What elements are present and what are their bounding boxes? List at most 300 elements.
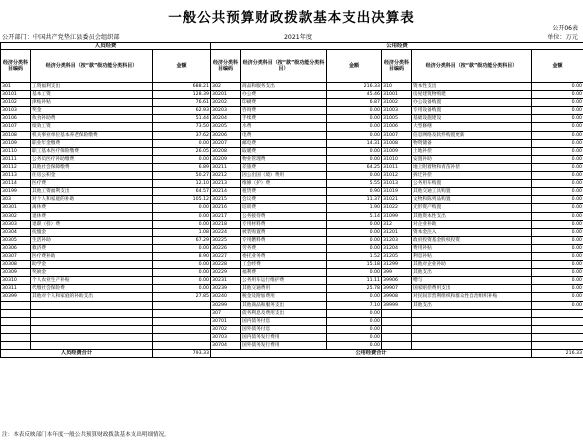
public-item-cell: 邮电费: [241, 139, 327, 147]
public-code-cell: 30203: [211, 107, 241, 115]
capital-item-cell: 利息补贴: [412, 252, 532, 260]
public-code-cell: 30231: [211, 277, 241, 285]
personnel-section-header: 人员经费: [1, 43, 211, 50]
personnel-item-cell: 代缴社会保险费: [31, 285, 153, 293]
public-section-header: 公用经费: [211, 43, 583, 50]
capital-code-cell: 31007: [382, 131, 412, 139]
table-row: [1, 285, 583, 293]
capital-amount-cell: 0.00: [532, 244, 583, 252]
table-row: [1, 196, 583, 204]
public-item-cell: 商品和服务支出: [241, 83, 327, 91]
capital-item-cell: [412, 325, 532, 333]
public-code-cell: 30201: [211, 91, 241, 99]
personnel-amount-cell: [153, 342, 211, 350]
personnel-total-label: 人员经费合计: [1, 350, 153, 358]
table-row: [1, 252, 583, 260]
report-header: [0, 32, 583, 42]
personnel-item-cell: [31, 317, 153, 325]
personnel-item-cell: 绩效工资: [31, 123, 153, 131]
col-name-header: 经济分类科目（按“款”级功能分类科目）: [31, 50, 153, 83]
public-amount-cell: 0.00: [327, 131, 382, 139]
public-code-cell: 30216: [211, 204, 241, 212]
public-code-cell: 307: [211, 309, 241, 317]
personnel-amount-cell: 0.00: [153, 269, 211, 277]
personnel-item-cell: 住房公积金: [31, 172, 153, 180]
public-amount-cell: 0.00: [327, 172, 382, 180]
footnote: 注：本表反映部门本年度一般公共预算财政拨款基本支出明细情况。: [2, 432, 170, 438]
capital-item-cell: 资本金注入: [412, 228, 532, 236]
public-amount-cell: 216.33: [327, 83, 382, 91]
personnel-item-cell: 奖金: [31, 107, 153, 115]
col-code-header: 经济分类科目编码: [1, 50, 31, 83]
public-amount-cell: 6.87: [327, 99, 382, 107]
personnel-amount-cell: 64.57: [153, 188, 211, 196]
capital-amount-cell: 0.00: [532, 91, 583, 99]
personnel-item-cell: 公务员医疗补助缴费: [31, 155, 153, 163]
public-code-cell: 30214: [211, 188, 241, 196]
capital-code-cell: 31021: [382, 196, 412, 204]
capital-amount-cell: 0.00: [532, 139, 583, 147]
table-row: [1, 301, 583, 309]
personnel-code-cell: 30109: [1, 139, 31, 147]
capital-item-cell: 其他支出: [412, 269, 532, 277]
public-item-cell: 国内债务付息: [241, 317, 327, 325]
personnel-amount-cell: 62.93: [153, 107, 211, 115]
public-amount-cell: 0.00: [327, 244, 382, 252]
capital-amount-cell: 0.00: [532, 220, 583, 228]
capital-item-cell: 国家赔偿费用支出: [412, 285, 532, 293]
personnel-amount-cell: 0.00: [153, 277, 211, 285]
public-item-cell: 取暖费: [241, 147, 327, 155]
public-code-cell: 30202: [211, 99, 241, 107]
table-row: [1, 147, 583, 155]
capital-code-cell: 31204: [382, 244, 412, 252]
personnel-item-cell: 基本工资: [31, 91, 153, 99]
capital-item-cell: 拆迁补偿: [412, 172, 532, 180]
capital-item-cell: 无形资产购置: [412, 204, 532, 212]
capital-amount-cell: 0.00: [532, 261, 583, 269]
table-row: [1, 115, 583, 123]
personnel-code-cell: 30301: [1, 204, 31, 212]
capital-item-cell: [412, 342, 532, 350]
table-row: [1, 293, 583, 301]
public-code-cell: 30228: [211, 261, 241, 269]
capital-code-cell: 310: [382, 83, 412, 91]
public-code-cell: 30208: [211, 147, 241, 155]
public-item-cell: 差旅费: [241, 163, 327, 171]
public-code-cell: 30213: [211, 180, 241, 188]
personnel-code-cell: 30399: [1, 293, 31, 301]
public-code-cell: 30229: [211, 269, 241, 277]
personnel-item-cell: 其他对个人和家庭的补助支出: [31, 293, 153, 301]
table-row: [1, 277, 583, 285]
capital-item-cell: 大型修缮: [412, 123, 532, 131]
public-code-cell: 30207: [211, 139, 241, 147]
capital-item-cell: 对企业补助: [412, 220, 532, 228]
public-code-cell: 30227: [211, 252, 241, 260]
personnel-item-cell: 退职（役）费: [31, 220, 153, 228]
capital-item-cell: 政府投资基金股权投资: [412, 236, 532, 244]
public-item-cell: 咨询费: [241, 107, 327, 115]
personnel-amount-cell: [153, 333, 211, 341]
public-code-cell: 30215: [211, 196, 241, 204]
table-row: [1, 139, 583, 147]
public-item-cell: 手续费: [241, 115, 327, 123]
personnel-amount-cell: 0.00: [153, 285, 211, 293]
capital-code-cell: 39907: [382, 285, 412, 293]
personnel-code-cell: 30106: [1, 115, 31, 123]
personnel-code-cell: 30307: [1, 252, 31, 260]
page-title: 一般公共预算财政拨款基本支出决算表: [168, 10, 415, 26]
personnel-amount-cell: 73.50: [153, 123, 211, 131]
table-row: [1, 220, 583, 228]
expenditure-table: [0, 42, 583, 358]
personnel-code-cell: 30112: [1, 163, 31, 171]
year-label: 2021年度: [284, 34, 313, 41]
capital-amount-cell: 0.00: [532, 188, 583, 196]
personnel-item-cell: [31, 342, 153, 350]
table-row: [1, 163, 583, 171]
personnel-code-cell: 30101: [1, 91, 31, 99]
col-amount-header: 金额: [532, 50, 583, 83]
public-item-cell: 其他交通费用: [241, 285, 327, 293]
capital-code-cell: 31299: [382, 261, 412, 269]
public-code-cell: 30225: [211, 236, 241, 244]
personnel-item-cell: 助学金: [31, 261, 153, 269]
capital-item-cell: 其他对企业补助: [412, 261, 532, 269]
personnel-code-cell: 30306: [1, 244, 31, 252]
public-amount-cell: 1.90: [327, 204, 382, 212]
table-row: [1, 83, 583, 91]
public-item-cell: 因公出国（境）费用: [241, 172, 327, 180]
capital-code-cell: [382, 342, 412, 350]
public-amount-cell: 0.00: [327, 123, 382, 131]
public-amount-cell: 0.00: [327, 309, 382, 317]
personnel-amount-cell: 50.27: [153, 172, 211, 180]
capital-item-cell: 安置补助: [412, 155, 532, 163]
table-row: [1, 244, 583, 252]
public-amount-cell: 45.46: [327, 91, 382, 99]
personnel-amount-cell: [153, 309, 211, 317]
capital-amount-cell: 0.00: [532, 123, 583, 131]
public-code-cell: 30205: [211, 123, 241, 131]
personnel-code-cell: 30308: [1, 261, 31, 269]
public-code-cell: 30704: [211, 342, 241, 350]
public-item-cell: 劳务费: [241, 244, 327, 252]
personnel-code-cell: 30199: [1, 188, 31, 196]
capital-code-cell: 39999: [382, 301, 412, 309]
capital-amount-cell: 0.00: [532, 277, 583, 285]
personnel-code-cell: 30108: [1, 131, 31, 139]
capital-code-cell: 31022: [382, 204, 412, 212]
public-total-label: 公用经费合计: [211, 350, 532, 358]
capital-code-cell: 31019: [382, 188, 412, 196]
public-item-cell: 福利费: [241, 269, 327, 277]
public-amount-cell: 7.10: [327, 301, 382, 309]
personnel-amount-cell: 0.00: [153, 212, 211, 220]
public-code-cell: 30701: [211, 317, 241, 325]
public-amount-cell: 0.00: [327, 293, 382, 301]
capital-code-cell: 31001: [382, 91, 412, 99]
personnel-code-cell: 30114: [1, 180, 31, 188]
public-code-cell: 30212: [211, 172, 241, 180]
capital-code-cell: 31013: [382, 180, 412, 188]
capital-amount-cell: 0.00: [532, 228, 583, 236]
public-item-cell: 电费: [241, 131, 327, 139]
capital-amount-cell: [532, 342, 583, 350]
capital-code-cell: 31203: [382, 236, 412, 244]
personnel-item-cell: 其他社会保障缴费: [31, 163, 153, 171]
public-total-value: 216.33: [532, 350, 583, 358]
public-item-cell: 会议费: [241, 196, 327, 204]
personnel-amount-cell: 0.00: [153, 139, 211, 147]
personnel-item-cell: 个人农业生产补贴: [31, 277, 153, 285]
table-row: [1, 155, 583, 163]
capital-item-cell: [412, 317, 532, 325]
table-row: [1, 261, 583, 269]
capital-amount-cell: [532, 325, 583, 333]
capital-item-cell: 其他资本性支出: [412, 212, 532, 220]
personnel-amount-cell: [153, 325, 211, 333]
table-row: [1, 107, 583, 115]
public-code-cell: 30211: [211, 163, 241, 171]
public-amount-cell: 25.78: [327, 285, 382, 293]
personnel-item-cell: [31, 333, 153, 341]
public-code-cell: 30218: [211, 220, 241, 228]
public-amount-cell: 0.00: [327, 317, 382, 325]
public-amount-cell: 0.00: [327, 236, 382, 244]
personnel-code-cell: 30309: [1, 269, 31, 277]
capital-item-cell: [412, 309, 532, 317]
public-amount-cell: 0.00: [327, 342, 382, 350]
personnel-amount-cell: 0.00: [153, 220, 211, 228]
capital-code-cell: 312: [382, 220, 412, 228]
capital-code-cell: 31005: [382, 115, 412, 123]
table-row: [1, 309, 583, 317]
personnel-total-value: 793.33: [153, 350, 211, 358]
capital-item-cell: 其他支出: [412, 301, 532, 309]
capital-amount-cell: 0.00: [532, 269, 583, 277]
public-amount-cell: 0.00: [327, 333, 382, 341]
public-code-cell: 30702: [211, 325, 241, 333]
personnel-item-cell: 职工基本医疗保险缴费: [31, 147, 153, 155]
personnel-item-cell: 抚恤金: [31, 228, 153, 236]
capital-amount-cell: 0.00: [532, 107, 583, 115]
public-item-cell: 税金及附加费用: [241, 293, 327, 301]
capital-amount-cell: [532, 317, 583, 325]
personnel-code-cell: 30311: [1, 285, 31, 293]
capital-amount-cell: 0.00: [532, 180, 583, 188]
col-code-header: 经济分类科目编码: [382, 50, 412, 83]
table-row: [1, 99, 583, 107]
capital-code-cell: 31008: [382, 139, 412, 147]
capital-code-cell: 31003: [382, 107, 412, 115]
col-amount-header: 金额: [153, 50, 211, 83]
table-row: [1, 91, 583, 99]
public-item-cell: 公务用车运行维护费: [241, 277, 327, 285]
public-code-cell: 30239: [211, 285, 241, 293]
capital-code-cell: 31006: [382, 123, 412, 131]
public-item-cell: 培训费: [241, 204, 327, 212]
personnel-code-cell: 30102: [1, 99, 31, 107]
personnel-code-cell: [1, 333, 31, 341]
capital-item-cell: 公务用车购置: [412, 180, 532, 188]
capital-amount-cell: [532, 309, 583, 317]
public-amount-cell: 0.00: [327, 269, 382, 277]
capital-amount-cell: 0.00: [532, 155, 583, 163]
personnel-amount-cell: 1.08: [153, 228, 211, 236]
capital-code-cell: 31012: [382, 172, 412, 180]
table-row: [1, 180, 583, 188]
capital-item-cell: 资本性支出: [412, 83, 532, 91]
public-amount-cell: 11.37: [327, 196, 382, 204]
unit-label: 单位：万元: [547, 34, 578, 41]
personnel-amount-cell: 12.10: [153, 180, 211, 188]
capital-code-cell: [382, 309, 412, 317]
personnel-item-cell: 对个人和家庭的补助: [31, 196, 153, 204]
personnel-code-cell: 301: [1, 83, 31, 91]
personnel-item-cell: 救济费: [31, 244, 153, 252]
public-amount-cell: 15.18: [327, 261, 382, 269]
capital-code-cell: 399: [382, 269, 412, 277]
personnel-item-cell: [31, 325, 153, 333]
capital-item-cell: 费用补贴: [412, 244, 532, 252]
personnel-code-cell: [1, 317, 31, 325]
public-item-cell: 国外债务付息: [241, 325, 327, 333]
personnel-item-cell: 离休费: [31, 204, 153, 212]
table-row: [1, 212, 583, 220]
personnel-amount-cell: 0.00: [153, 204, 211, 212]
personnel-amount-cell: [153, 301, 211, 309]
public-amount-cell: 0.00: [327, 115, 382, 123]
table-row: [1, 131, 583, 139]
personnel-code-cell: 30113: [1, 172, 31, 180]
personnel-code-cell: 30103: [1, 107, 31, 115]
capital-code-cell: [382, 325, 412, 333]
capital-amount-cell: 0.00: [532, 293, 583, 301]
personnel-item-cell: [31, 309, 153, 317]
table-row: [1, 317, 583, 325]
personnel-code-cell: 30107: [1, 123, 31, 131]
capital-item-cell: 土地补偿: [412, 147, 532, 155]
table-row: [1, 333, 583, 341]
capital-code-cell: 31010: [382, 155, 412, 163]
capital-amount-cell: 0.00: [532, 131, 583, 139]
public-code-cell: 30226: [211, 244, 241, 252]
public-item-cell: 债务利息及费用支出: [241, 309, 327, 317]
capital-code-cell: 39908: [382, 293, 412, 301]
table-row: [1, 204, 583, 212]
personnel-item-cell: 退休费: [31, 212, 153, 220]
personnel-amount-cell: 0.00: [153, 244, 211, 252]
table-row: [1, 342, 583, 350]
personnel-code-cell: [1, 342, 31, 350]
personnel-code-cell: 30303: [1, 220, 31, 228]
public-item-cell: 国外债务发行费用: [241, 342, 327, 350]
personnel-code-cell: [1, 309, 31, 317]
personnel-item-cell: 津贴补贴: [31, 99, 153, 107]
public-item-cell: 被装购置费: [241, 228, 327, 236]
public-item-cell: 专用材料费: [241, 220, 327, 228]
department-label: 公开部门：中国共产党垫江县委员会组织部: [2, 34, 120, 41]
public-item-cell: 专用燃料费: [241, 236, 327, 244]
table-row: [1, 172, 583, 180]
personnel-amount-cell: 27.85: [153, 293, 211, 301]
public-code-cell: 30209: [211, 155, 241, 163]
personnel-amount-cell: 0.00: [153, 261, 211, 269]
public-item-cell: 其他商品和服务支出: [241, 301, 327, 309]
capital-code-cell: [382, 317, 412, 325]
public-item-cell: 委托业务费: [241, 252, 327, 260]
capital-item-cell: 地上附着物和青苗补偿: [412, 163, 532, 171]
capital-amount-cell: 0.00: [532, 115, 583, 123]
personnel-code-cell: 30304: [1, 228, 31, 236]
personnel-item-cell: [31, 301, 153, 309]
col-name-header: 经济分类科目（按“款”级功能分类科目）: [412, 50, 532, 83]
public-code-cell: 30299: [211, 301, 241, 309]
public-code-cell: 30204: [211, 115, 241, 123]
public-amount-cell: 5.55: [327, 180, 382, 188]
public-amount-cell: 11.11: [327, 277, 382, 285]
public-item-cell: 维修（护）费: [241, 180, 327, 188]
capital-code-cell: 39906: [382, 277, 412, 285]
table-row: [1, 123, 583, 131]
personnel-item-cell: 生活补助: [31, 236, 153, 244]
capital-code-cell: 31002: [382, 99, 412, 107]
capital-item-cell: [412, 333, 532, 341]
table-row: [1, 325, 583, 333]
capital-amount-cell: 0.00: [532, 285, 583, 293]
capital-amount-cell: 0.00: [532, 252, 583, 260]
personnel-amount-cell: 51.44: [153, 115, 211, 123]
personnel-amount-cell: 67.29: [153, 236, 211, 244]
public-code-cell: 30703: [211, 333, 241, 341]
personnel-item-cell: 职业年金缴费: [31, 139, 153, 147]
capital-amount-cell: 0.00: [532, 83, 583, 91]
personnel-code-cell: 30110: [1, 147, 31, 155]
capital-amount-cell: 0.00: [532, 204, 583, 212]
personnel-item-cell: 伙食补助费: [31, 115, 153, 123]
personnel-amount-cell: 26.05: [153, 147, 211, 155]
public-item-cell: 物业管理费: [241, 155, 327, 163]
table-row: [1, 269, 583, 277]
personnel-item-cell: 医疗费补助: [31, 252, 153, 260]
form-number: 公开06表: [552, 25, 578, 32]
public-code-cell: 30217: [211, 212, 241, 220]
capital-item-cell: 物资储备: [412, 139, 532, 147]
personnel-amount-cell: 37.62: [153, 131, 211, 139]
personnel-code-cell: 30302: [1, 212, 31, 220]
public-amount-cell: 0.00: [327, 155, 382, 163]
personnel-amount-cell: 6.89: [153, 163, 211, 171]
public-amount-cell: 0.00: [327, 228, 382, 236]
public-code-cell: 30206: [211, 131, 241, 139]
table-body: [1, 83, 583, 350]
public-code-cell: 302: [211, 83, 241, 91]
capital-item-cell: 赠与: [412, 277, 532, 285]
capital-code-cell: 31011: [382, 163, 412, 171]
public-amount-cell: 0.00: [327, 147, 382, 155]
public-item-cell: 印刷费: [241, 99, 327, 107]
public-amount-cell: 14.31: [327, 139, 382, 147]
capital-amount-cell: 0.00: [532, 301, 583, 309]
col-amount-header: 金额: [327, 50, 382, 83]
capital-amount-cell: 0.00: [532, 236, 583, 244]
capital-code-cell: 31201: [382, 228, 412, 236]
personnel-item-cell: 奖励金: [31, 269, 153, 277]
personnel-code-cell: [1, 301, 31, 309]
public-amount-cell: 0.00: [327, 220, 382, 228]
